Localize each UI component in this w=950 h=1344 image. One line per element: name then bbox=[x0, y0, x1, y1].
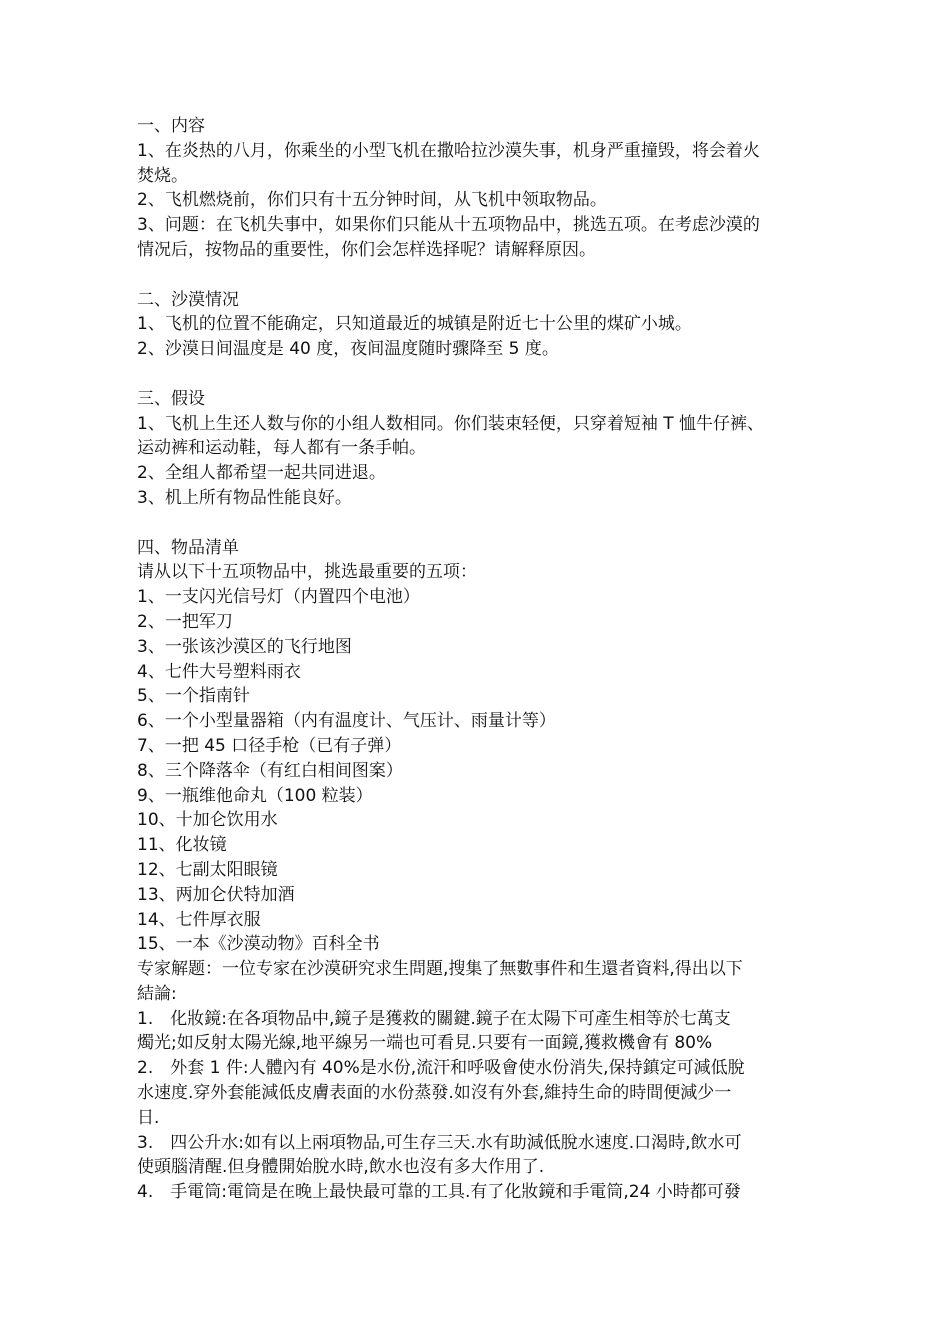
expert-line: 1. 化妝鏡:在各項物品中,鏡子是獲救的關鍵.鏡子在太陽下可產生相等於七萬支 bbox=[137, 1008, 731, 1029]
expert-line: 2. 外套 1 件:人體內有 40%是水份,流汗和呼吸會使水份消失,保持鎮定可減低脫 bbox=[137, 1058, 745, 1079]
list-item: 13、两加仑伏特加酒 bbox=[137, 884, 295, 905]
item-list-intro: 请从以下十五项物品中，挑选最重要的五项： bbox=[137, 562, 477, 583]
expert-line: 日. bbox=[137, 1107, 160, 1128]
list-item: 12、七副太阳眼镜 bbox=[137, 859, 278, 880]
expert-line: 結論: bbox=[137, 983, 177, 1004]
list-item: 11、化妆镜 bbox=[137, 835, 227, 856]
list-item: 3、一张该沙漠区的飞行地图 bbox=[137, 636, 352, 657]
expert-line: 专家解题：一位专家在沙漠研究求生問題,搜集了無數事件和生還者資料,得出以下 bbox=[137, 959, 743, 980]
list-item: 6、一个小型量器箱（内有温度计、气压计、雨量计等） bbox=[137, 711, 556, 732]
content-line: 1、飞机上生还人数与你的小组人数相同。你们装束轻便，只穿着短袖 T 恤牛仔裤、 bbox=[137, 413, 765, 434]
content-line: 3、机上所有物品性能良好。 bbox=[137, 487, 352, 508]
section-title-assumptions: 三、假设 bbox=[137, 388, 205, 409]
content-line: 2、全组人都希望一起共同进退。 bbox=[137, 463, 386, 484]
expert-line: 4. 手電筒:電筒是在晚上最快最可靠的工具.有了化妝鏡和手電筒,24 小時都可發 bbox=[137, 1182, 741, 1203]
content-line: 焚烧。 bbox=[137, 165, 188, 186]
list-item: 8、三个降落伞（有红白相间图案） bbox=[137, 760, 403, 781]
list-item: 9、一瓶维他命丸（100 粒装） bbox=[137, 785, 373, 806]
content-line: 1、飞机的位置不能确定，只知道最近的城镇是附近七十公里的煤矿小城。 bbox=[137, 314, 692, 335]
content-line: 3、问题：在飞机失事中，如果你们只能从十五项物品中，挑选五项。在考虑沙漠的 bbox=[137, 215, 760, 236]
list-item: 10、十加仑饮用水 bbox=[137, 810, 278, 831]
document-page bbox=[137, 114, 825, 1205]
section-gap bbox=[137, 263, 825, 288]
expert-line: 燭光;如反射太陽光線,地平線另一端也可看見.只要有一面鏡,獲救機會有 80% bbox=[137, 1033, 713, 1054]
section-title-item-list: 四、物品清单 bbox=[137, 537, 239, 558]
section-gap bbox=[137, 511, 825, 536]
content-line: 运动裤和运动鞋，每人都有一条手帕。 bbox=[137, 438, 426, 459]
content-line: 2、飞机燃烧前，你们只有十五分钟时间，从飞机中领取物品。 bbox=[137, 190, 607, 211]
list-item: 1、一支闪光信号灯（内置四个电池） bbox=[137, 587, 420, 608]
section-title-desert: 二、沙漠情况 bbox=[137, 289, 239, 310]
list-item: 14、七件厚衣服 bbox=[137, 909, 261, 930]
content-line: 2、沙漠日间温度是 40 度，夜间温度随时骤降至 5 度。 bbox=[137, 339, 559, 360]
expert-line: 水速度.穿外套能減低皮膚表面的水份蒸發.如沒有外套,維持生命的時間便減少一 bbox=[137, 1083, 732, 1104]
list-item: 15、一本《沙漠动物》百科全书 bbox=[137, 934, 380, 955]
expert-line: 使頭腦清醒.但身體開始脫水時,飲水也沒有多大作用了. bbox=[137, 1157, 545, 1178]
content-line: 1、在炎热的八月，你乘坐的小型飞机在撒哈拉沙漠失事，机身严重撞毁，将会着火 bbox=[137, 140, 760, 161]
list-item: 4、七件大号塑料雨衣 bbox=[137, 661, 301, 682]
list-item: 2、一把军刀 bbox=[137, 611, 233, 632]
section-title-content: 一、内容 bbox=[137, 116, 205, 136]
content-line: 情况后，按物品的重要性，你们会怎样选择呢？请解释原因。 bbox=[137, 239, 596, 260]
section-gap bbox=[137, 362, 825, 387]
list-item: 5、一个指南针 bbox=[137, 686, 250, 707]
list-item: 7、一把 45 口径手枪（已有子弹） bbox=[137, 735, 402, 756]
expert-line: 3. 四公升水:如有以上兩項物品,可生存三天.水有助減低脫水速度.口渴時,飲水可 bbox=[137, 1132, 742, 1153]
